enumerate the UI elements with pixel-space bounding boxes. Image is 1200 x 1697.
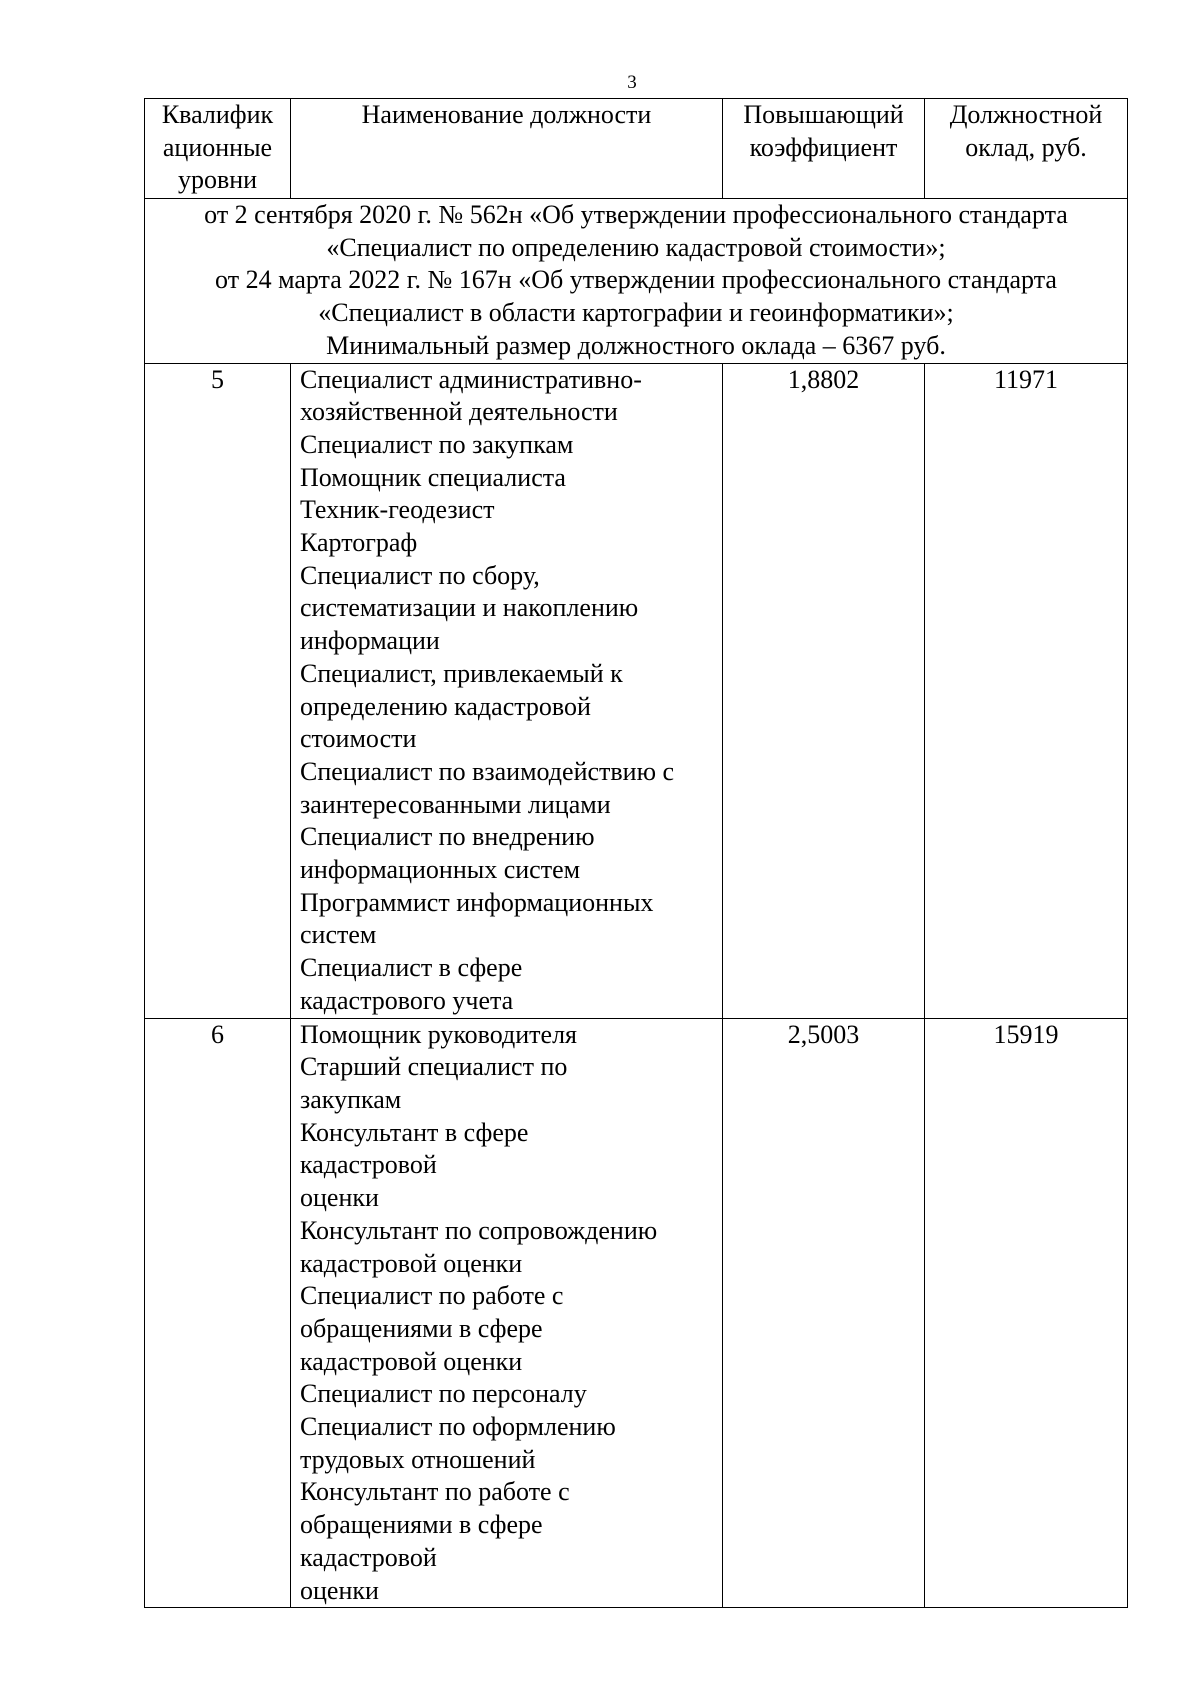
- position-name-line: Программист информационных: [300, 887, 654, 917]
- position-name-line: Техник-геодезист: [300, 495, 495, 525]
- position-name-line: кадастровой оценки: [300, 1248, 523, 1278]
- position-name-line: Помощник специалиста: [300, 462, 566, 492]
- position-name-line: закупкам: [300, 1084, 402, 1114]
- position-name-line: информационных систем: [300, 855, 581, 885]
- salary-cell: 11971: [925, 363, 1128, 1018]
- position-name-line: Специалист по сбору,: [300, 560, 540, 590]
- table-note-row: [145, 199, 1128, 364]
- note-line: от 24 марта 2022 г. № 167н «Об утверждении профессионального стандарта: [215, 265, 1057, 295]
- position-name-line: систематизации и накоплению: [300, 593, 639, 623]
- position-name-line: Помощник руководителя: [300, 1019, 578, 1049]
- position-name-line: Консультант в сфере: [300, 1117, 529, 1147]
- position-name-line: Специалист по оформлению: [300, 1412, 616, 1442]
- position-name-line: Специалист по персоналу: [300, 1379, 587, 1409]
- position-name-line: Специалист административно-: [300, 364, 642, 394]
- header-position-name: [291, 99, 723, 199]
- header-qualification-levels: [145, 99, 291, 199]
- table-header-row: [145, 99, 1128, 199]
- header-text: Квалифик ационные уровни: [161, 100, 274, 195]
- header-salary: [925, 99, 1128, 199]
- position-name-line: кадастровой: [300, 1542, 437, 1572]
- note-line: «Специалист в области картографии и геоинформатики»;: [318, 298, 954, 328]
- position-name-line: Специалист по взаимодействию с: [300, 756, 675, 786]
- position-name-line: хозяйственной деятельности: [300, 397, 618, 427]
- page-number: 3: [627, 72, 637, 93]
- position-name-line: Картограф: [300, 528, 418, 558]
- position-name-line: трудовых отношений: [300, 1444, 536, 1474]
- position-name-line: Специалист по внедрению: [300, 822, 595, 852]
- standards-note: [145, 199, 1128, 364]
- position-name-line: Специалист по закупкам: [300, 429, 574, 459]
- header-text: Должностной оклад, руб.: [949, 100, 1103, 162]
- note-line: от 2 сентября 2020 г. № 562н «Об утверждении профессионального стандарта: [204, 200, 1068, 229]
- position-names-cell: [291, 363, 723, 1018]
- position-name-line: обращениями в сфере: [300, 1313, 543, 1343]
- header-text: Наименование должности: [361, 100, 652, 129]
- coefficient-cell: 1,8802: [723, 363, 925, 1018]
- position-name-line: информации: [300, 626, 440, 656]
- position-name-line: определению кадастровой: [300, 691, 591, 721]
- position-name-line: Консультант по сопровождению: [300, 1215, 658, 1245]
- salary-table: [144, 98, 1128, 1608]
- qualification-level-cell: 6: [145, 1018, 291, 1608]
- position-name-line: Специалист в сфере: [300, 953, 523, 983]
- table-row: [145, 363, 1128, 1018]
- header-text: Повышающий коэффициент: [743, 100, 904, 162]
- coefficient-cell: 2,5003: [723, 1018, 925, 1608]
- note-line: «Специалист по определению кадастровой стоимости»;: [326, 232, 946, 262]
- position-name-line: систем: [300, 920, 377, 950]
- position-name-line: Консультант по работе с: [300, 1477, 570, 1507]
- position-name-line: кадастровой: [300, 1150, 437, 1180]
- header-coefficient: [723, 99, 925, 199]
- salary-cell: 15919: [925, 1018, 1128, 1608]
- position-name-line: Старший специалист по: [300, 1052, 568, 1082]
- note-line: Минимальный размер должностного оклада – 6367 руб.: [326, 330, 946, 360]
- position-names-cell: [291, 1018, 723, 1608]
- position-name-line: оценки: [300, 1183, 379, 1213]
- position-name-line: Специалист, привлекаемый к: [300, 658, 623, 688]
- qualification-level-cell: 5: [145, 363, 291, 1018]
- position-name-line: стоимости: [300, 724, 417, 754]
- position-name-line: заинтересованными лицами: [300, 789, 611, 819]
- position-name-line: оценки: [300, 1575, 379, 1605]
- table-row: [145, 1018, 1128, 1608]
- position-name-line: обращениями в сфере: [300, 1510, 543, 1540]
- position-name-line: кадастровой оценки: [300, 1346, 523, 1376]
- position-name-line: Специалист по работе с: [300, 1281, 564, 1311]
- position-name-line: кадастрового учета: [300, 985, 514, 1015]
